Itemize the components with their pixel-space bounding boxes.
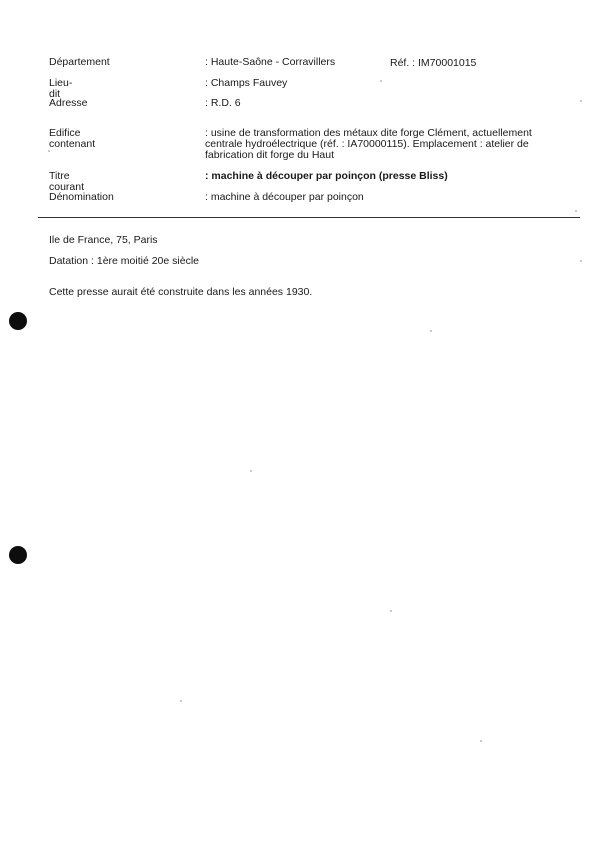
dating-text: Datation : 1ère moitié 20e siècle (49, 255, 199, 267)
scan-speck (430, 330, 432, 332)
scan-speck (250, 470, 252, 472)
reference-number: Réf. : IM70001015 (390, 57, 477, 69)
field-label: Adresse (49, 97, 88, 109)
field-value: : Champs Fauvey (205, 77, 288, 89)
scan-speck (48, 150, 50, 152)
scan-speck (180, 700, 182, 702)
scan-speck (390, 610, 392, 612)
separator-line (38, 217, 580, 218)
field-value: : usine de transformation des métaux dite forge Clément, actuellement centrale hydroélectrique (réf. : IA70000115). Emplacement : atelier de fabrication dit forge du Haut (205, 127, 532, 161)
field-label: Edifice contenant (49, 127, 96, 150)
scan-speck (380, 80, 382, 82)
scan-speck (480, 740, 482, 742)
scan-speck (580, 100, 582, 102)
field-label: Titre courant (49, 170, 85, 193)
field-value: : machine à découper par poinçon (presse Bliss) (205, 170, 448, 182)
note-text: Cette presse aurait été construite dans les années 1930. (49, 286, 313, 298)
field-value: : R.D. 6 (205, 97, 241, 109)
field-label: Dénomination (49, 191, 114, 203)
scan-speck (575, 210, 577, 212)
origin-text: Ile de France, 75, Paris (49, 234, 158, 246)
field-label: Lieu-dit (49, 77, 73, 100)
scan-speck (580, 260, 582, 262)
field-value: : machine à découper par poinçon (205, 191, 364, 203)
punch-hole (9, 546, 27, 564)
punch-hole (9, 312, 27, 330)
field-label: Département (49, 56, 110, 68)
field-value: : Haute-Saône - Corravillers (205, 56, 336, 68)
